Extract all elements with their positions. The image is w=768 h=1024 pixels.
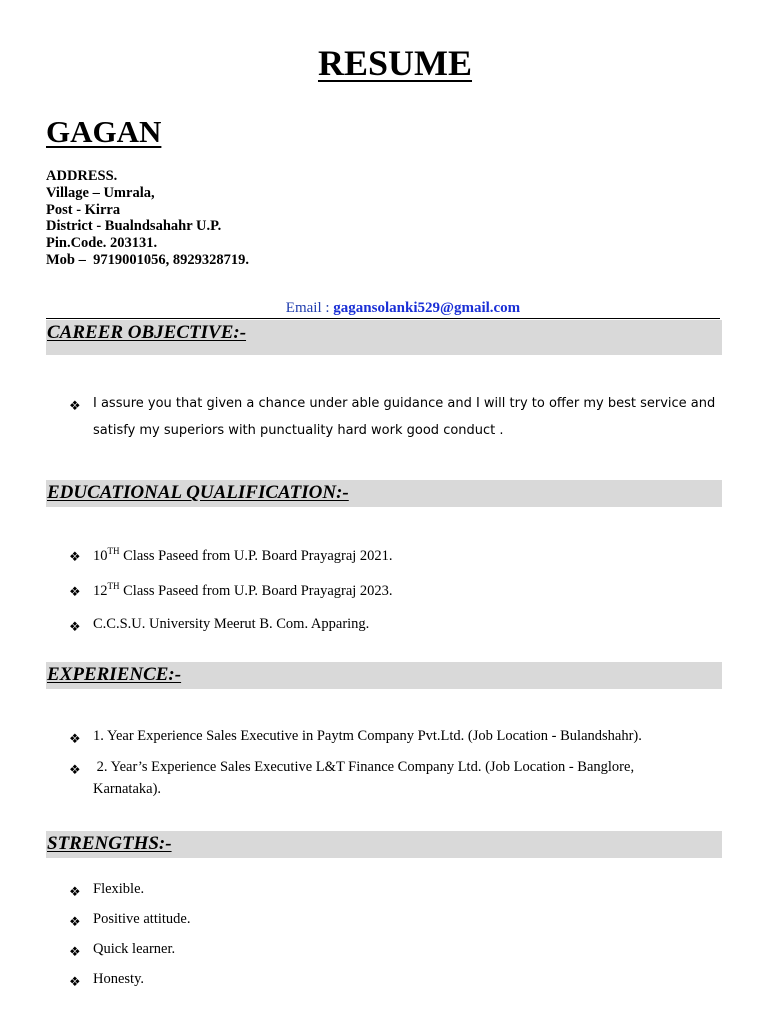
- email-label: Email :: [285, 300, 330, 316]
- bullet-icon: ❖: [69, 762, 81, 777]
- strength-item: Honesty.: [93, 971, 145, 987]
- bullet-icon: ❖: [69, 731, 81, 746]
- strength-item: Positive attitude.: [93, 911, 191, 927]
- address-post: Post - Kirra: [46, 201, 121, 218]
- bullet-icon: ❖: [69, 398, 81, 413]
- email-line: [0, 300, 768, 317]
- education-item: 12TH Class Paseed from U.P. Board Prayagraj 2023.: [93, 581, 393, 599]
- address-mobile: Mob – 9719001056, 8929328719.: [46, 251, 249, 268]
- bullet-icon: ❖: [69, 914, 81, 929]
- bullet-icon: ❖: [69, 944, 81, 959]
- section-heading: STRENGTHS:-: [47, 833, 172, 854]
- bullet-icon: ❖: [69, 549, 81, 564]
- address-pincode: Pin.Code. 203131.: [46, 235, 158, 252]
- education-item: 10TH Class Paseed from U.P. Board Prayagraj 2021.: [93, 546, 393, 564]
- experience-item: 1. Year Experience Sales Executive in Paytm Company Pvt.Ltd. (Job Location - Bulandshahr).: [93, 728, 642, 744]
- address-heading: ADDRESS.: [46, 168, 118, 184]
- section-heading: EDUCATIONAL QUALIFICATION:-: [47, 482, 349, 503]
- section-education: [46, 480, 722, 507]
- bullet-icon: ❖: [69, 974, 81, 989]
- address-block: [46, 168, 249, 269]
- education-item: C.C.S.U. University Meerut B. Com. Apparing.: [93, 616, 370, 632]
- strength-item: Flexible.: [93, 881, 145, 897]
- address-village: Village – Umrala,: [46, 184, 155, 201]
- experience-item: 2. Year’s Experience Sales Executive L&T Finance Company Ltd. (Job Location - Banglore,: [93, 759, 635, 775]
- strength-item: Quick learner.: [93, 941, 176, 957]
- career-objective-line: I assure you that given a chance under able guidance and I will try to offer my best service and: [93, 396, 716, 411]
- section-heading: EXPERIENCE:-: [47, 664, 182, 685]
- candidate-name: GAGAN: [46, 114, 162, 149]
- section-experience: [46, 662, 722, 689]
- resume-title: RESUME: [317, 43, 473, 83]
- section-strengths: [46, 831, 722, 858]
- bullet-icon: ❖: [69, 584, 81, 599]
- section-career-objective: [46, 320, 722, 355]
- experience-item-continued: Karnataka).: [93, 781, 162, 797]
- email-address[interactable]: gagansolanki529@gmail.com: [333, 300, 521, 316]
- section-heading: CAREER OBJECTIVE:-: [47, 322, 247, 343]
- bullet-icon: ❖: [69, 884, 81, 899]
- address-district: District - Bualndsahahr U.P.: [46, 218, 222, 235]
- email-divider: [46, 318, 720, 319]
- career-objective-line: satisfy my superiors with punctuality hard work good conduct .: [93, 423, 504, 438]
- bullet-icon: ❖: [69, 619, 81, 634]
